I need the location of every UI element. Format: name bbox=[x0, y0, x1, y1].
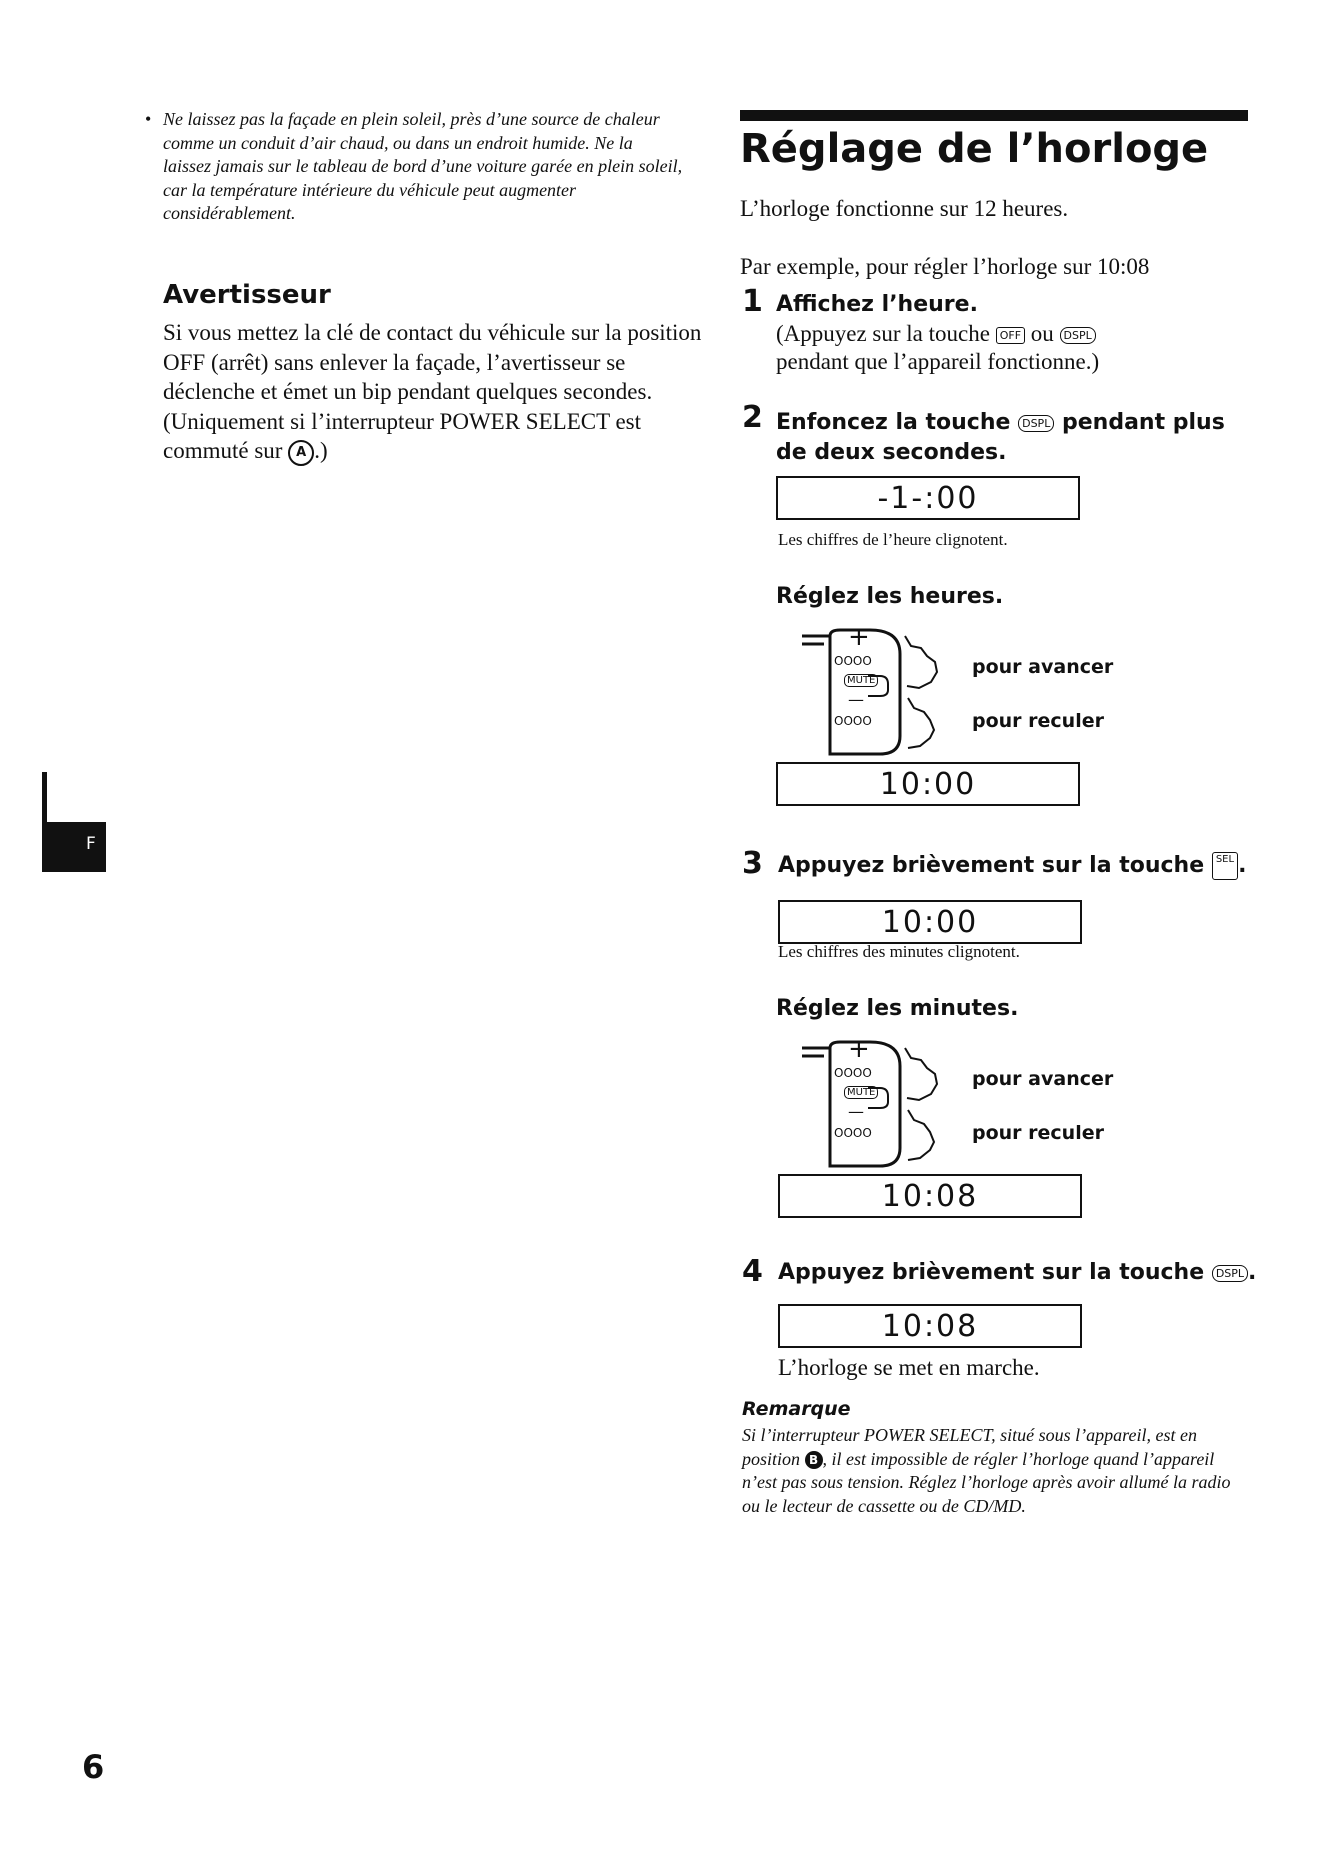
avertisseur-paragraph bbox=[163, 318, 703, 466]
mute-button-icon: MUTE bbox=[844, 674, 878, 687]
control-panel-icon bbox=[800, 1036, 1000, 1176]
minus-label: — bbox=[848, 690, 864, 709]
forward-label: pour avancer bbox=[972, 656, 1114, 678]
lcd-display bbox=[778, 1174, 1082, 1218]
lcd-display bbox=[778, 1304, 1082, 1348]
avertisseur-heading: Avertisseur bbox=[163, 280, 331, 310]
intro-line-1: L’horloge fonctionne sur 12 heures. bbox=[740, 196, 1069, 221]
step-3-title: Appuyez brièvement sur la touche SEL . bbox=[778, 853, 1247, 878]
minus-label: — bbox=[848, 1102, 864, 1121]
step-4-title: Appuyez brièvement sur la touche DSPL . bbox=[778, 1260, 1257, 1285]
forward-label: pour avancer bbox=[972, 1068, 1114, 1090]
warning-bullet bbox=[145, 108, 683, 226]
remark-heading: Remarque bbox=[742, 1398, 851, 1420]
step-4-number: 4 bbox=[742, 1254, 763, 1289]
dspl-button-icon: DSPL bbox=[1212, 1265, 1248, 1282]
language-tab bbox=[42, 822, 106, 872]
intro-line-2: Par exemple, pour régler l’horloge sur 10:08 bbox=[740, 254, 1150, 279]
step-1-number: 1 bbox=[742, 284, 763, 319]
step-3-title-text: Appuyez brièvement sur la touche bbox=[778, 853, 1205, 878]
control-panel-icon bbox=[800, 624, 1000, 764]
upper-dots: OOOO bbox=[834, 1066, 872, 1080]
step-4-title-text: Appuyez brièvement sur la touche bbox=[778, 1260, 1205, 1285]
step-1-text-b: pendant que l’appareil fonctionne.) bbox=[776, 349, 1100, 374]
sel-button-icon: SEL bbox=[1212, 852, 1238, 880]
switch-a-icon: A bbox=[288, 440, 314, 466]
volume-control-diagram bbox=[800, 624, 1000, 764]
volume-control-diagram bbox=[800, 1036, 1000, 1176]
lcd-text: 10:08 bbox=[881, 1179, 979, 1214]
step-2-number: 2 bbox=[742, 400, 763, 435]
page-title: Réglage de l’horloge bbox=[740, 126, 1209, 172]
plus-label: + bbox=[848, 622, 870, 652]
set-hours-heading: Réglez les heures. bbox=[776, 584, 1004, 609]
set-minutes-heading: Réglez les minutes. bbox=[776, 996, 1019, 1021]
lcd-text: 10:08 bbox=[881, 1309, 979, 1344]
remark-text-a: Si l’interrupteur POWER SELECT, situé sous l’appareil, est en position bbox=[742, 1425, 1197, 1469]
lcd-text: -1-:00 bbox=[877, 481, 979, 516]
remark-text-b: , il est impossible de régler l’horloge quand l’appareil n’est pas sous tension. Réglez l’horloge après avoir allumé la radio ou le lecteur de cassette ou de CD/MD. bbox=[742, 1448, 1231, 1516]
step-4-caption: L’horloge se met en marche. bbox=[778, 1355, 1040, 1380]
avertisseur-text: Si vous mettez la clé de contact du véhicule sur la position OFF (arrêt) sans enlever la façade, l’avertisseur se déclenche et émet un bip pendant quelques secondes. (Uniquement si l’interrupteur POWER SELECT est commuté sur bbox=[163, 320, 702, 463]
switch-b-icon: B bbox=[805, 1451, 823, 1469]
section-rule bbox=[740, 110, 1248, 121]
back-label: pour reculer bbox=[972, 1122, 1104, 1144]
step-1-text-a: (Appuyez sur la touche bbox=[776, 321, 990, 346]
lcd-text: 10:00 bbox=[879, 767, 977, 802]
lcd-display bbox=[778, 900, 1082, 944]
lcd-display bbox=[776, 762, 1080, 806]
lcd-text: 10:00 bbox=[881, 905, 979, 940]
off-button-icon: OFF bbox=[996, 327, 1025, 344]
step-2-title-a: Enfoncez la touche bbox=[776, 410, 1011, 435]
step-2-title-b: pendant plus de deux secondes. bbox=[776, 410, 1225, 465]
step-1-title: Affichez l’heure. bbox=[776, 292, 978, 317]
mute-button-icon: MUTE bbox=[844, 1086, 878, 1099]
back-label: pour reculer bbox=[972, 710, 1104, 732]
bullet-mark: • bbox=[145, 109, 152, 129]
lower-dots: OOOO bbox=[834, 1126, 872, 1140]
language-tab-label: F bbox=[86, 834, 96, 854]
step-3-caption: Les chiffres des minutes clignotent. bbox=[778, 942, 1020, 961]
upper-dots: OOOO bbox=[834, 654, 872, 668]
plus-label: + bbox=[848, 1034, 870, 1064]
dspl-button-icon: DSPL bbox=[1018, 415, 1054, 432]
step-1-or: ou bbox=[1030, 321, 1054, 346]
dspl-button-icon: DSPL bbox=[1060, 327, 1096, 344]
warning-bullet-text: Ne laissez pas la façade en plein soleil, près d’une source de chaleur comme un conduit d’air chaud, ou dans un endroit humide. Ne la laissez jamais sur le tableau de bord d’une voiture garée en plein soleil, car la température intérieure du véhicule peut augmenter considérablement. bbox=[163, 109, 683, 223]
step-2-caption: Les chiffres de l’heure clignotent. bbox=[778, 530, 1008, 549]
side-tab-line bbox=[42, 772, 47, 826]
lower-dots: OOOO bbox=[834, 714, 872, 728]
remark-paragraph bbox=[742, 1424, 1252, 1518]
step-3-number: 3 bbox=[742, 846, 763, 881]
step-2-title bbox=[776, 408, 1256, 468]
avertisseur-end: .) bbox=[314, 438, 328, 463]
step-1-body bbox=[776, 320, 1256, 376]
lcd-display bbox=[776, 476, 1080, 520]
page-number: 6 bbox=[82, 1748, 105, 1786]
